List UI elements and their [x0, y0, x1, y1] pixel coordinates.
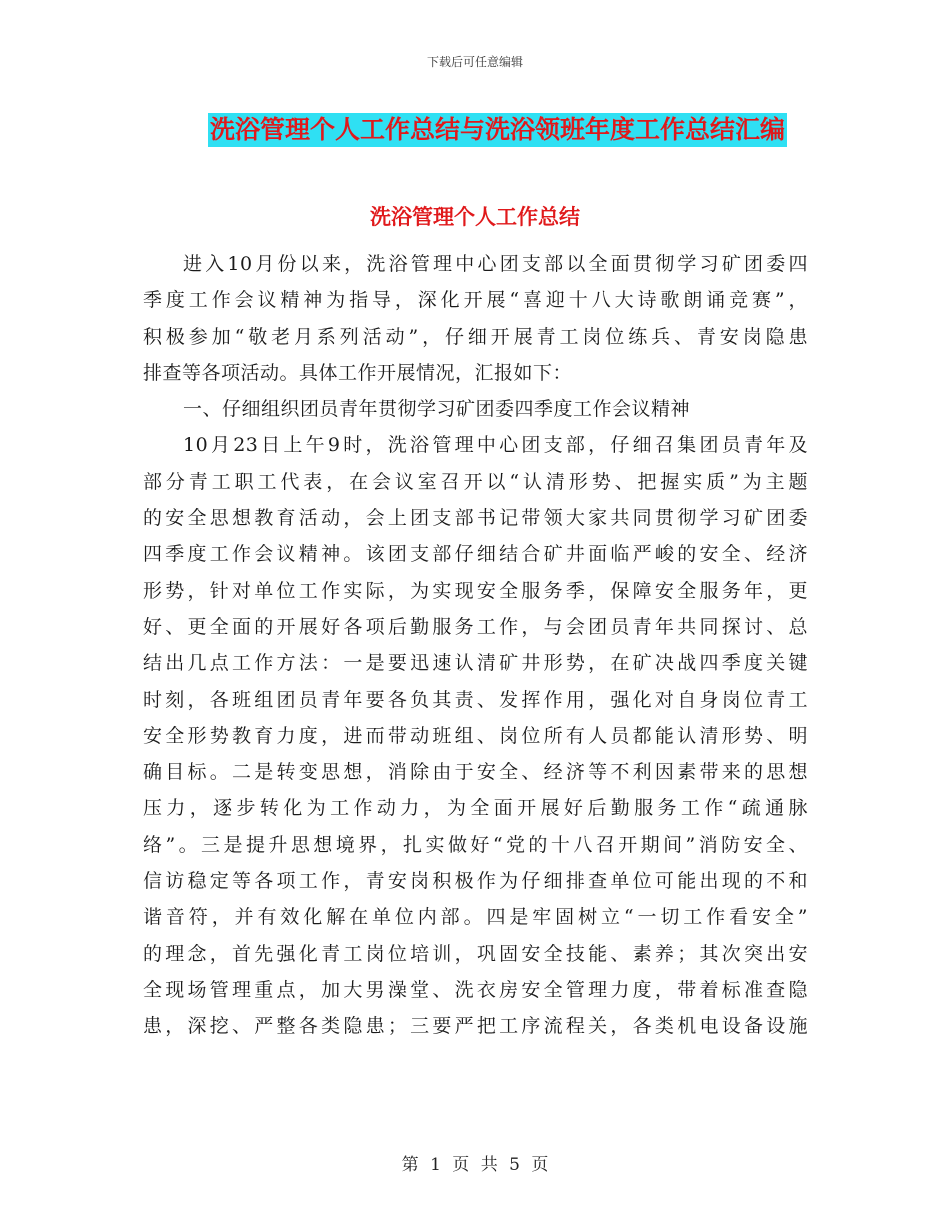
document-title: 洗浴管理个人工作总结与洗浴领班年度工作总结汇编: [208, 113, 787, 147]
document-title-wrapper: [0, 113, 950, 147]
body-line: 好、更全面的开展好各项后勤服务工作，与会团员青年共同探讨、总: [143, 615, 808, 638]
body-line: 的理念，首先强化青工岗位培训，巩固安全技能、素养；其次突出安: [143, 942, 808, 965]
body-line: 部分青工职工代表，在会议室召开以“认清形势、把握实质”为主题: [143, 470, 808, 493]
body-line: 排查等各项活动。具体工作开展情况，汇报如下：: [143, 361, 573, 384]
body-line: 时刻，各班组团员青年要各负其责、发挥作用，强化对自身岗位青工: [143, 688, 808, 711]
body-line: 患，深挖、严整各类隐患；三要严把工序流程关，各类机电设备设施: [143, 1015, 808, 1038]
body-line: 压力，逐步转化为工作动力，为全面开展好后勤服务工作“疏通脉: [143, 797, 808, 820]
body-line: 积极参加“敬老月系列活动”，仔细开展青工岗位练兵、青安岗隐患: [143, 325, 808, 348]
body-line: 进入10月份以来，洗浴管理中心团支部以全面贯彻学习矿团委四: [183, 253, 808, 275]
section-title: 洗浴管理个人工作总结: [370, 205, 580, 229]
body-line: 信访稳定等各项工作，青安岗积极作为仔细排查单位可能出现的不和: [143, 870, 808, 893]
body-line: 四季度工作会议精神。该团支部仔细结合矿井面临严峻的安全、经济: [143, 543, 808, 566]
body-line: 季度工作会议精神为指导，深化开展“喜迎十八大诗歌朗诵竞赛”，: [143, 289, 808, 312]
body-line: 形势，针对单位工作实际，为实现安全服务季，保障安全服务年，更: [143, 579, 808, 602]
body-line: 10月23日上午9时，洗浴管理中心团支部，仔细召集团员青年及: [183, 434, 808, 457]
subheading-line: 一、仔细组织团员青年贯彻学习矿团委四季度工作会议精神: [183, 398, 691, 421]
header-note: 下载后可任意编辑: [426, 55, 523, 69]
body-line: 谐音符，并有效化解在单位内部。四是牢固树立“一切工作看安全”: [143, 906, 808, 929]
body-line: 的安全思想教育活动，会上团支部书记带领大家共同贯彻学习矿团委: [143, 507, 808, 530]
body-line: 全现场管理重点，加大男澡堂、洗衣房安全管理力度，带着标准查隐: [143, 978, 808, 1001]
document-body: [143, 246, 808, 1045]
body-line: 确目标。二是转变思想，消除由于安全、经济等不利因素带来的思想: [143, 761, 808, 784]
body-line: 络”。三是提升思想境界，扎实做好“党的十八召开期间”消防安全、: [143, 833, 808, 856]
body-line: 安全形势教育力度，进而带动班组、岗位所有人员都能认清形势、明: [143, 724, 808, 747]
body-line: 结出几点工作方法：一是要迅速认清矿井形势，在矿决战四季度关键: [143, 652, 808, 675]
page-footer: 第 1 页 共 5 页: [401, 1155, 549, 1175]
